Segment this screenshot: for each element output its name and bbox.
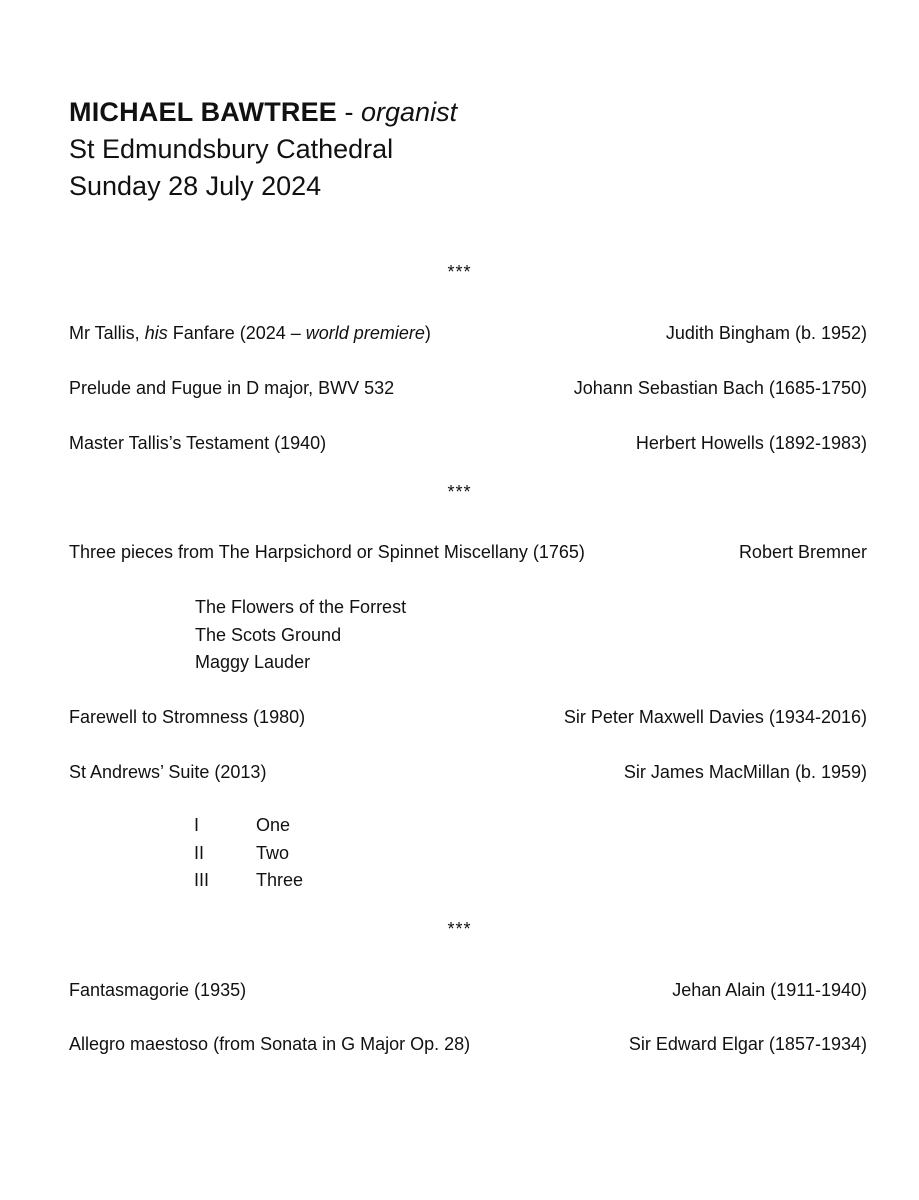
composer: Herbert Howells (1892-1983) [635,433,867,453]
programme-item [69,431,867,455]
work-title-italic: his [144,323,168,343]
movement [194,867,303,895]
piece-title: The Flowers of the Forrest [195,597,407,617]
composer: Sir James MacMillan (b. 1959) [623,762,867,782]
programme-item [69,376,867,400]
venue: St Edmundsbury Cathedral [69,134,394,164]
section-separator: *** [447,919,472,939]
performer-line [69,94,457,131]
work-title-part: Fanfare (2024 – [167,323,306,343]
section-separator: *** [447,482,472,502]
concert-date: Sunday 28 July 2024 [69,171,322,201]
programme-item [69,978,867,1002]
performer-dash: - [337,97,362,127]
movement-title: Three [256,870,304,890]
work-title: Master Tallis’s Testament (1940) [69,433,327,453]
work-title: Fantasmagorie (1935) [69,980,247,1000]
work-title: Prelude and Fugue in D major, BWV 532 [69,378,395,398]
composer: Judith Bingham (b. 1952) [665,323,867,343]
movement-number: II [194,842,205,863]
movement-title: One [256,815,291,835]
work-title: Allegro maestoso (from Sonata in G Major Op. 28) [69,1034,471,1054]
movement-title: Two [256,842,290,863]
work-title: St Andrews’ Suite (2013) [69,762,267,782]
composer: Robert Bremner [738,542,867,562]
composer: Jehan Alain (1911-1940) [672,980,867,1000]
work-title-part: Mr Tallis, [69,323,145,343]
work-title-italic: world premiere [305,323,425,343]
movement-number: III [194,870,210,890]
work-title-part: ) [424,323,431,343]
composer: Johann Sebastian Bach (1685-1750) [573,378,867,398]
piece-title: The Scots Ground [195,624,342,645]
composer: Sir Edward Elgar (1857-1934) [628,1034,867,1054]
movement [194,840,303,868]
programme-item [69,705,867,729]
movement-list [194,812,303,895]
movement [194,812,303,840]
performer-role: organist [361,97,458,127]
performer-name: MICHAEL BAWTREE [69,97,338,127]
programme-header [69,94,457,205]
movement-number: I [194,815,200,835]
composer: Sir Peter Maxwell Davies (1934-2016) [563,707,867,727]
work-title: Farewell to Stromness (1980) [69,707,306,727]
programme-item [69,1032,867,1056]
work-title [69,321,431,345]
section-separator: *** [447,262,472,282]
programme-item [69,760,867,784]
piece-title: Maggy Lauder [195,652,311,672]
piece-list [195,594,406,677]
work-title: Three pieces from The Harpsichord or Spinnet Miscellany (1765) [69,542,585,562]
programme-item [69,540,867,564]
programme-item [69,321,867,345]
